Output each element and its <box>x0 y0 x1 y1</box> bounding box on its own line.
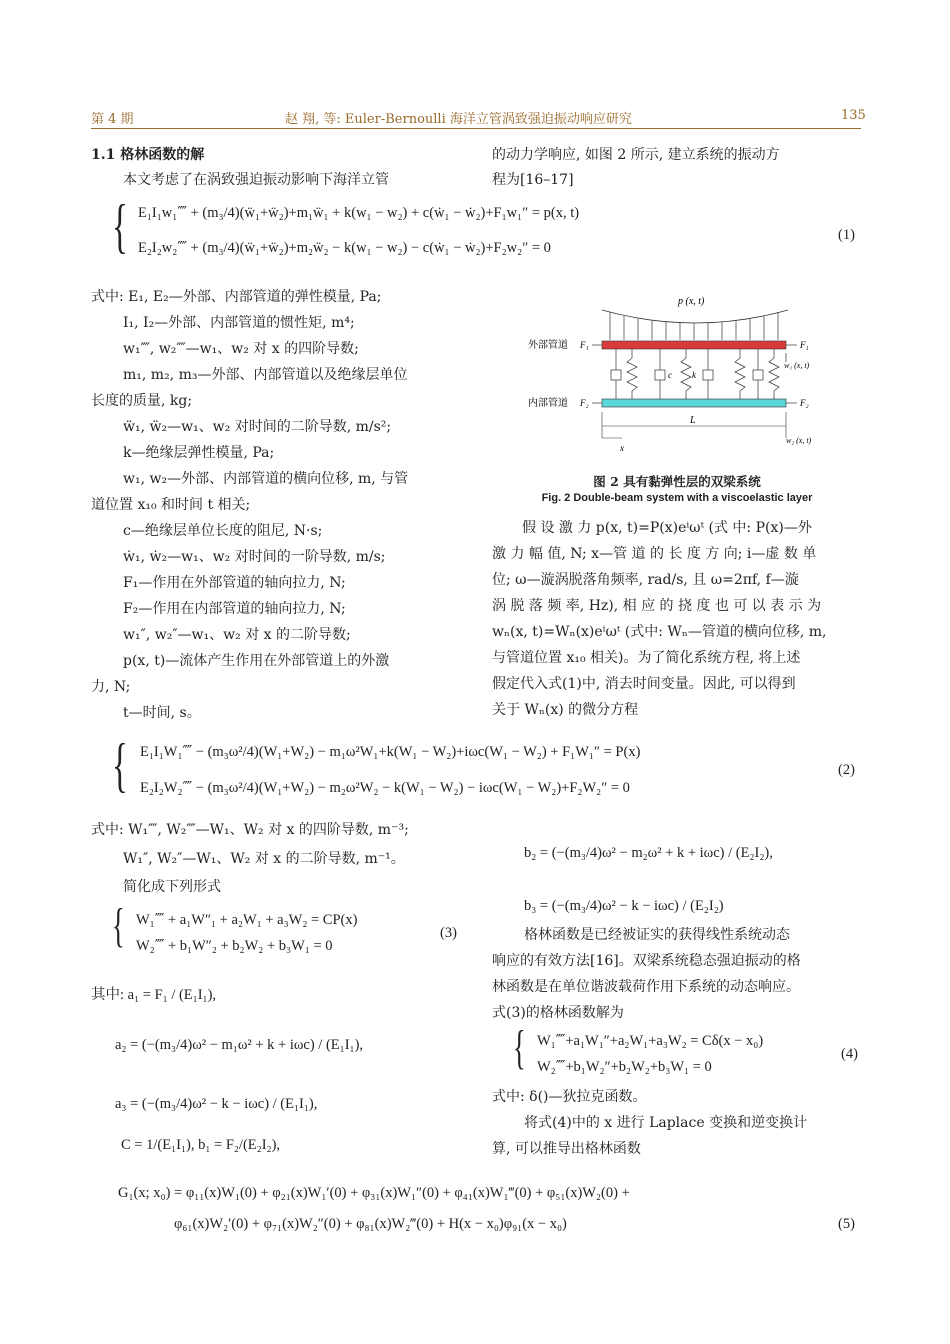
eq3-line2: W₂⁗ + b₁W″₂ + b₂W₂ + b₃W₁ = 0 <box>136 938 333 954</box>
body-line: 位; ω—漩涡脱落角频率, rad/s, 且 ω=2πf, f—漩 <box>492 572 799 588</box>
symbol-line: W₁″, W₂″—W₁、W₂ 对 x 的二阶导数, m⁻¹。 <box>123 851 405 867</box>
inner-pipe <box>602 399 786 407</box>
symbol-line: m₁, m₂, m₃—外部、内部管道以及绝缘层单位 <box>123 367 408 383</box>
F1-right: F₁ <box>800 340 809 350</box>
body-line: 格林函数是已经被证实的获得线性系统动态 <box>524 927 790 943</box>
eq2-brace: { <box>112 732 128 798</box>
w1-label: w₁ (x, t) <box>784 361 810 370</box>
coeff-a1: 其中: a₁ = F₁ / (E₁I₁), <box>91 987 217 1003</box>
header-rule <box>91 128 861 129</box>
intro-text: 本文考虑了在涡致强迫振动影响下海洋立管 <box>123 172 389 188</box>
eq4-line1: W₁⁗+a₁W₁″+a₂W₁+a₃W₂ = Cδ(x − x₀) <box>537 1033 764 1049</box>
load-label: p (x, t) <box>678 296 705 307</box>
spring-label: k <box>692 370 696 380</box>
coeff-C: C = 1/(E₁I₁), b₁ = F₂/(E₂I₂), <box>121 1137 281 1153</box>
eq1-line1: E₁I₁w₁⁗ + (m₃/4)(ẅ₁+ẅ₂)+m₁ẅ₁ + k(w₁ − w₂) + c(ẇ₁ − ẇ₂)+F₁w₁″ = p(x, t) <box>138 205 580 221</box>
damper-label: c <box>668 370 672 380</box>
eq2-line2: E₂I₂W₂⁗ − (m₃ω²/4)(W₁+W₂) − m₂ω²W₂ − k(W₁ − W₂) − iωc(W₁ − W₂)+F₂W₂″ = 0 <box>140 780 630 796</box>
body-line: 关于 Wₙ(x) 的微分方程 <box>492 702 639 718</box>
eq4-brace: { <box>513 1021 526 1074</box>
body-line: 算, 可以推导出格林函数 <box>492 1141 641 1157</box>
eq1-brace: { <box>112 193 128 259</box>
F1-left: F₁ <box>580 340 589 350</box>
coeff-b3: b₃ = (−(m₃/4)ω² − k − iωc) / (E₂I₂) <box>524 898 724 914</box>
symbol-line: w₁″, w₂″—w₁、w₂ 对 x 的二阶导数; <box>123 627 351 643</box>
body-line: 假 设 激 力 p(x, t)=P(x)eⁱωᵗ (式 中: P(x)—外 <box>522 520 812 536</box>
symbol-line: 简化成下列形式 <box>123 879 221 895</box>
length-label: L <box>690 415 696 426</box>
body-line: 涡 脱 落 频 率, Hz), 相 应 的 挠 度 也 可 以 表 示 为 <box>492 598 822 614</box>
coeff-b2: b₂ = (−(m₃/4)ω² − m₂ω² + k + iωc) / (E₂I₂), <box>524 845 773 861</box>
coeff-a2: a₂ = (−(m₃/4)ω² − m₁ω² + k + iωc) / (E₁I₁), <box>115 1037 364 1053</box>
body-line: 将式(4)中的 x 进行 Laplace 变换和逆变换计 <box>524 1115 808 1131</box>
issue-number: 第 4 期 <box>91 112 134 127</box>
running-title: 赵 翔, 等: Euler-Bernoulli 海洋立管涡致强迫振动响应研究 <box>285 112 632 127</box>
symbol-line: ẅ₁, ẅ₂—w₁、w₂ 对时间的二阶导数, m/s²; <box>123 419 392 435</box>
page-number: 135 <box>841 108 866 123</box>
eq5-line1: G₁(x; x₀) = φ₁₁(x)W₁(0) + φ₂₁(x)W₁′(0) + φ₃₁(x)W₁″(0) + φ₄₁(x)W₁‴(0) + φ₅₁(x)W₂(0) + <box>118 1185 630 1201</box>
eq5-line2: φ₆₁(x)W₂′(0) + φ₇₁(x)W₂″(0) + φ₈₁(x)W₂‴(0) + H(x − x₀)φ₉₁(x − x₀) <box>174 1216 567 1232</box>
eq2-number: (2) <box>838 762 855 778</box>
w2-label: w₂ (x, t) <box>786 436 812 445</box>
symbol-line: t—时间, s。 <box>123 705 201 721</box>
figure-caption-en: Fig. 2 Double-beam system with a viscoelastic layer <box>541 492 813 504</box>
symbol-line: 道位置 x₁₀ 和时间 t 相关; <box>91 497 251 513</box>
symbol-line: ẇ₁, ẇ₂—w₁、w₂ 对时间的一阶导数, m/s; <box>123 549 386 565</box>
symbol-line: 式中: E₁, E₂—外部、内部管道的弹性模量, Pa; <box>91 289 382 305</box>
eq3-brace: { <box>112 899 125 952</box>
eq1-line2: E₂I₂w₂⁗ + (m₃/4)(ẅ₁+ẅ₂)+m₂ẅ₂ − k(w₁ − w₂) − c(ẇ₁ − ẇ₂)+F₂w₂″ = 0 <box>138 240 551 256</box>
outer-pipe <box>602 341 786 349</box>
body-line: 林函数是在单位谐波载荷作用下系统的动态响应。 <box>492 979 800 995</box>
coeff-a3: a₃ = (−(m₃/4)ω² − k − iωc) / (E₁I₁), <box>115 1096 318 1112</box>
section-title: 1.1 格林函数的解 <box>91 147 205 163</box>
figure-double-beam <box>520 288 840 458</box>
F2-right: F₂ <box>800 398 809 408</box>
symbol-line: k—绝缘层弹性模量, Pa; <box>123 445 275 461</box>
symbol-line: I₁, I₂—外部、内部管道的惯性矩, m⁴; <box>123 315 355 331</box>
intro-text-right-2: 程为[16–17] <box>492 172 574 188</box>
load-arrows <box>610 312 778 340</box>
inner-pipe-label: 内部管道 <box>528 398 568 409</box>
load-curve <box>602 310 788 323</box>
intro-text-right: 的动力学响应, 如图 2 所示, 建立系统的振动方 <box>492 147 780 163</box>
body-line: 假定代入式(1)中, 消去时间变量。因此, 可以得到 <box>492 676 796 692</box>
symbol-line: F₂—作用在内部管道的轴向拉力, N; <box>123 601 346 617</box>
body-line: wₙ(x, t)=Wₙ(x)eⁱωᵗ (式中: Wₙ—管道的横向位移, m, <box>492 624 827 640</box>
eq3-number: (3) <box>440 925 457 941</box>
body-line: 与管道位置 x₁₀ 相关)。为了简化系统方程, 将上述 <box>492 650 801 666</box>
F2-left: F₂ <box>580 398 589 408</box>
eq4-line2: W₂⁗+b₁W₂″+b₂W₂+b₃W₁ = 0 <box>537 1059 712 1075</box>
body-line: 激 力 幅 值, N; x—管 道 的 长 度 方 向; i—虚 数 单 <box>492 546 817 562</box>
symbol-line: 力, N; <box>91 679 131 695</box>
eq5-number: (5) <box>838 1216 855 1232</box>
symbol-line: 长度的质量, kg; <box>91 393 193 409</box>
symbol-line: 式中: W₁⁗, W₂⁗—W₁、W₂ 对 x 的四阶导数, m⁻³; <box>91 822 409 838</box>
x-label: x <box>620 443 624 453</box>
outer-pipe-label: 外部管道 <box>528 340 568 351</box>
eq2-line1: E₁I₁W₁⁗ − (m₃ω²/4)(W₁+W₂) − m₁ω²W₁+k(W₁ − W₂)+iωc(W₁ − W₂) + F₁W₁″ = P(x) <box>140 744 641 760</box>
symbol-line: w₁, w₂—外部、内部管道的横向位移, m, 与管 <box>123 471 409 487</box>
symbol-line: w₁⁗, w₂⁗—w₁、w₂ 对 x 的四阶导数; <box>123 341 359 357</box>
symbol-line: F₁—作用在外部管道的轴向拉力, N; <box>123 575 346 591</box>
eq4-number: (4) <box>841 1046 858 1062</box>
symbol-line: p(x, t)—流体产生作用在外部管道上的外激 <box>123 653 390 669</box>
eq3-line1: W₁⁗ + a₁W″₁ + a₂W₁ + a₃W₂ = CP(x) <box>136 912 358 928</box>
eq1-number: (1) <box>838 227 855 243</box>
body-line: 式中: δ()—狄拉克函数。 <box>492 1089 647 1105</box>
symbol-line: c—绝缘层单位长度的阻尼, N·s; <box>123 523 323 539</box>
body-line: 式(3)的格林函数解为 <box>492 1005 624 1021</box>
figure-caption-cn: 图 2 具有黏弹性层的双梁系统 <box>593 474 761 489</box>
body-line: 响应的有效方法[16]。双梁系统稳态强迫振动的格 <box>492 953 801 969</box>
